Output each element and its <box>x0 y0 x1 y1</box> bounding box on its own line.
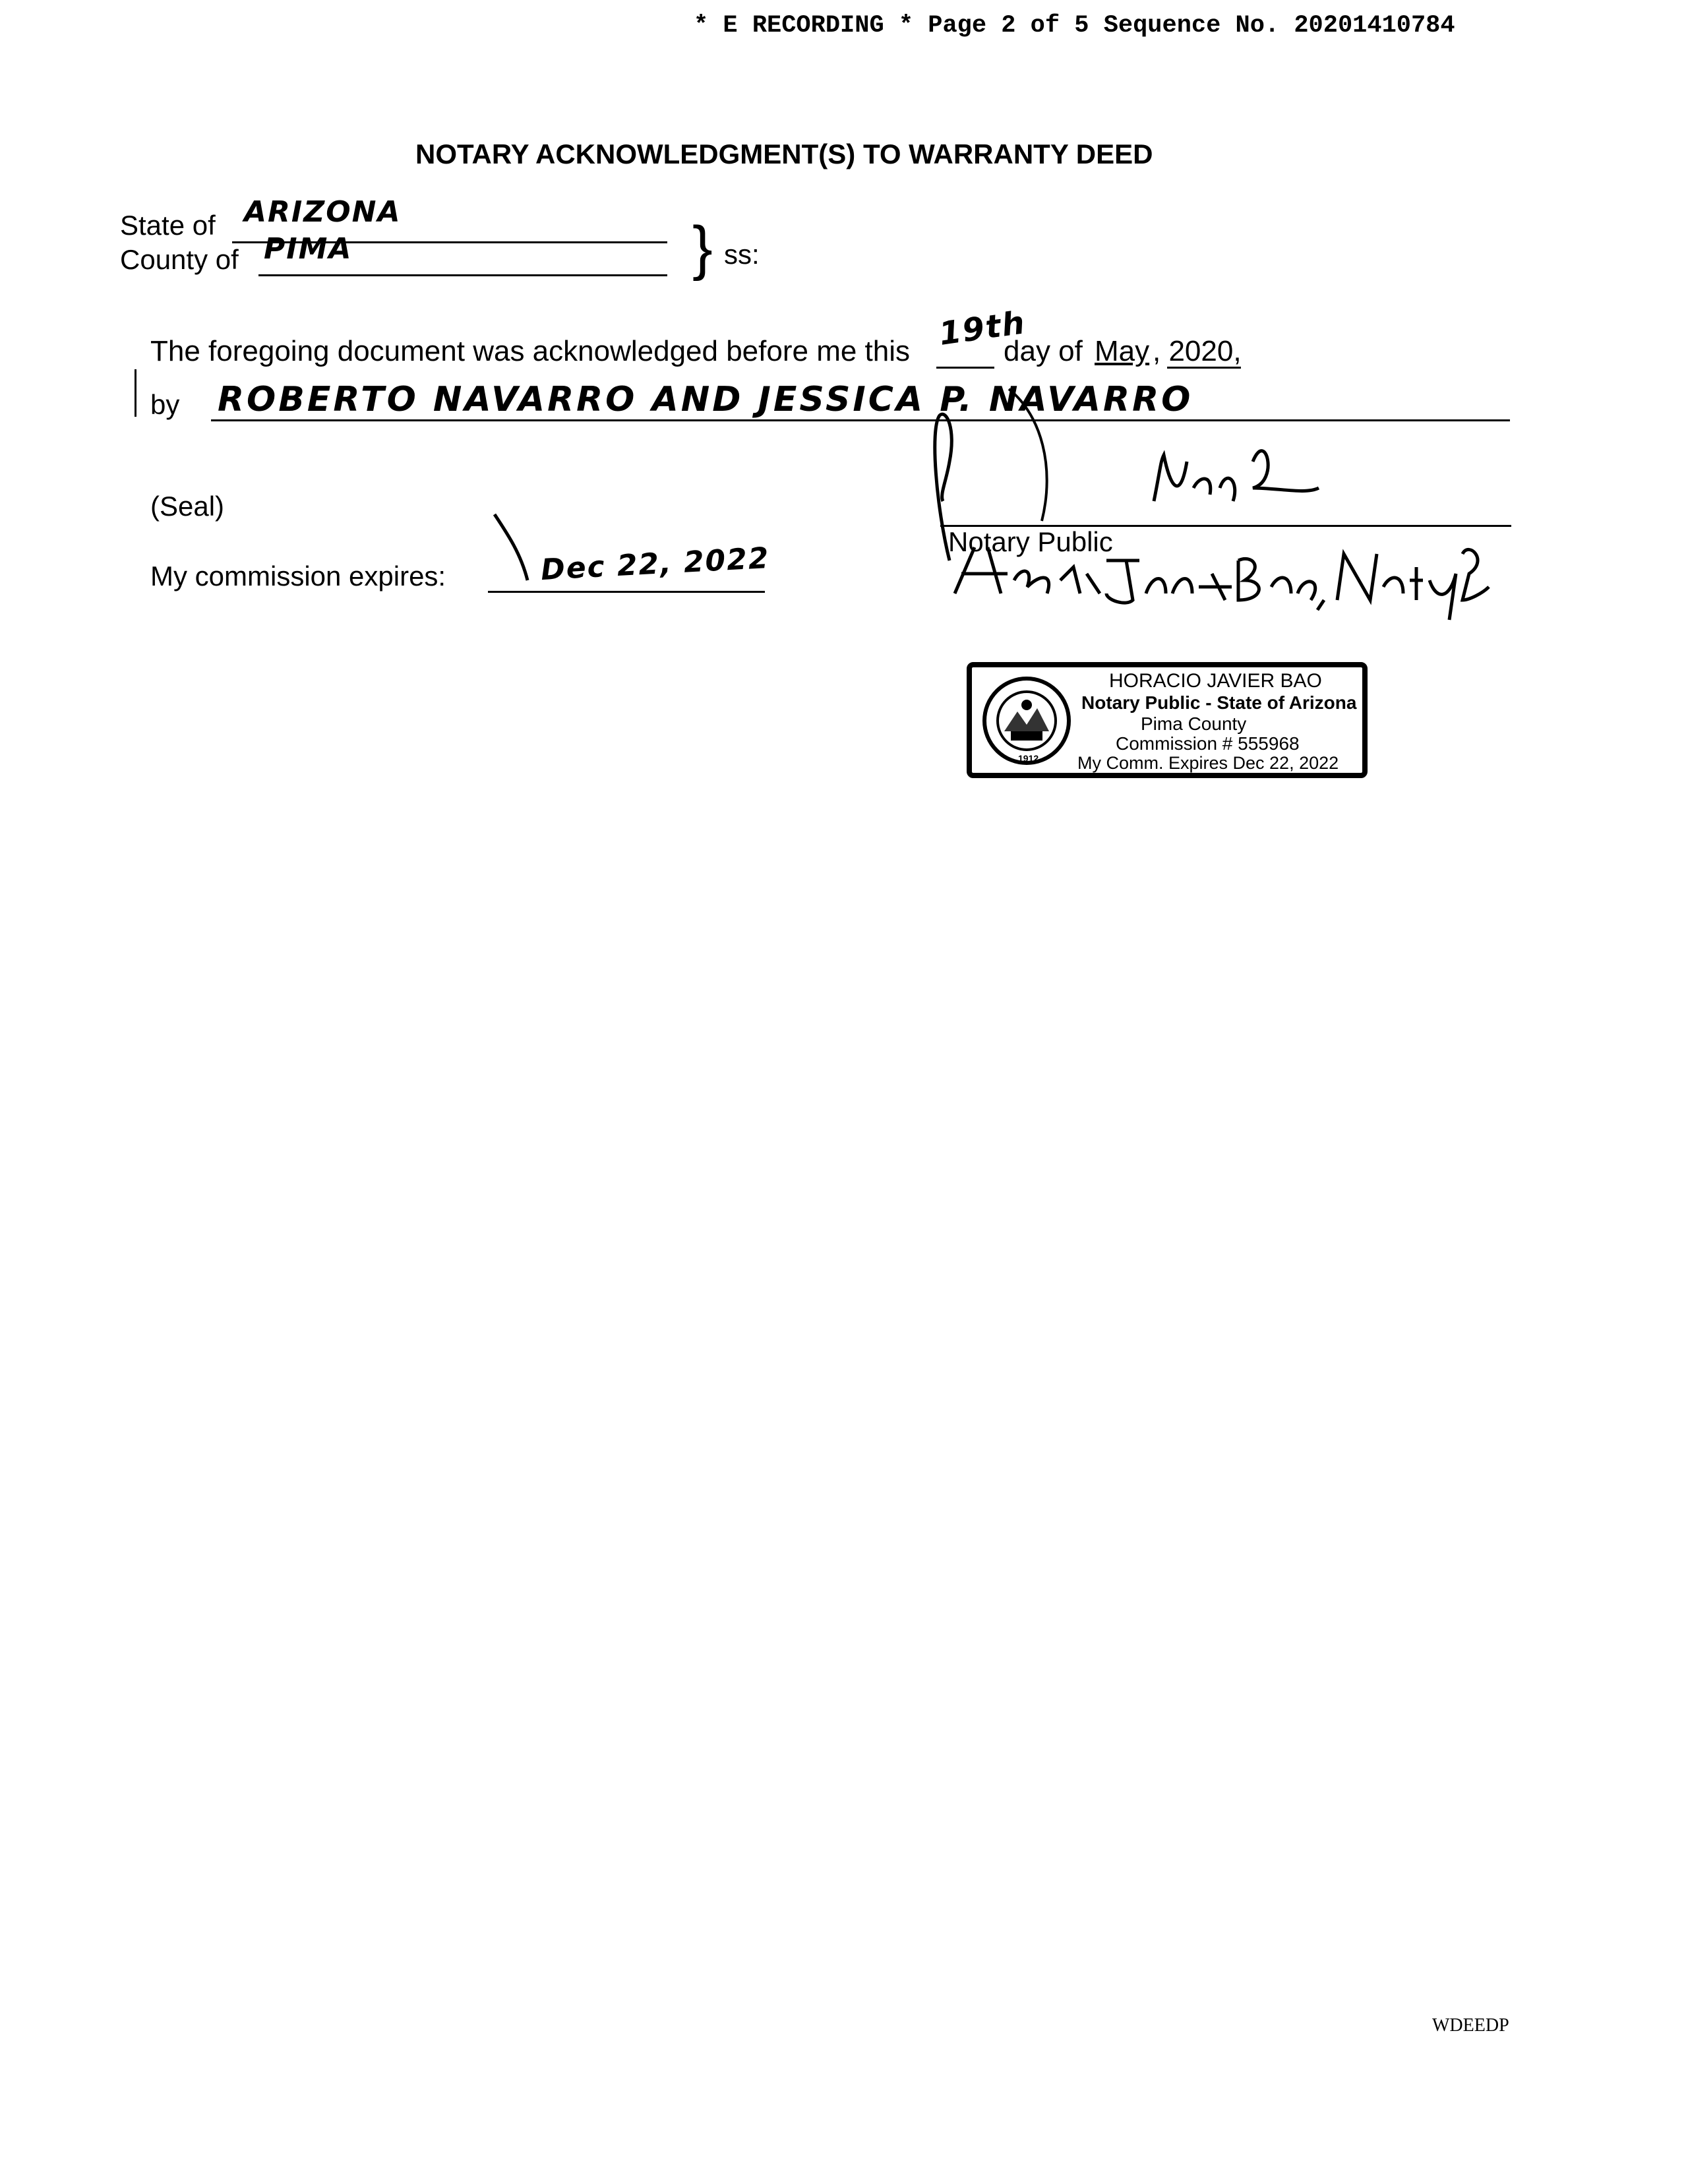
day-value: 19th <box>936 304 1029 353</box>
stamp-line-5: My Comm. Expires Dec 22, 2022 <box>1077 753 1339 773</box>
recording-header: * E RECORDING * Page 2 of 5 Sequence No. 20201410784 <box>694 12 1455 40</box>
notary-printed-name-handwritten <box>948 534 1489 607</box>
stamp-line-2: Notary Public - State of Arizona <box>1081 692 1357 713</box>
month-value: May <box>1095 335 1150 367</box>
document-title: NOTARY ACKNOWLEDGMENT(S) TO WARRANTY DEED <box>415 138 1153 169</box>
commission-underline <box>488 591 765 593</box>
state-value: ARIZONA <box>244 195 402 229</box>
notary-stamp <box>967 662 1368 778</box>
signers-names: ROBERTO NAVARRO AND JESSICA P. NAVARRO <box>218 380 1193 419</box>
commission-label: My commission expires: <box>150 561 446 592</box>
stamp-name: HORACIO JAVIER BAO <box>1109 670 1322 692</box>
county-label: County of <box>120 244 239 275</box>
stamp-line-4: Commission # 555968 <box>1116 733 1300 754</box>
notary-signature <box>910 389 1319 541</box>
footer-code: WDEEDP <box>1432 2015 1509 2036</box>
left-margin-mark <box>135 369 136 417</box>
stamp-seal-year: 1912 <box>1018 753 1039 764</box>
county-value: PIMA <box>264 232 353 266</box>
notary-public-label: Notary Public <box>948 526 1113 557</box>
state-label: State of <box>120 210 216 241</box>
brace: } <box>692 214 713 282</box>
day-underline <box>936 367 994 369</box>
acknowledgment-prefix: The foregoing document was acknowledged before me this <box>150 335 911 367</box>
commission-value: Dec 22, 2022 <box>539 541 771 588</box>
year-underline <box>1167 367 1241 369</box>
by-label: by <box>150 389 180 420</box>
day-of-text: day of <box>1004 335 1083 367</box>
ss-label: ss: <box>724 239 760 270</box>
commission-handwriting-flourish <box>488 508 541 587</box>
year-value: , 2020, <box>1153 335 1242 367</box>
county-underline <box>258 274 667 276</box>
stamp-line-3: Pima County <box>1141 713 1247 734</box>
seal-label: (Seal) <box>150 491 225 522</box>
